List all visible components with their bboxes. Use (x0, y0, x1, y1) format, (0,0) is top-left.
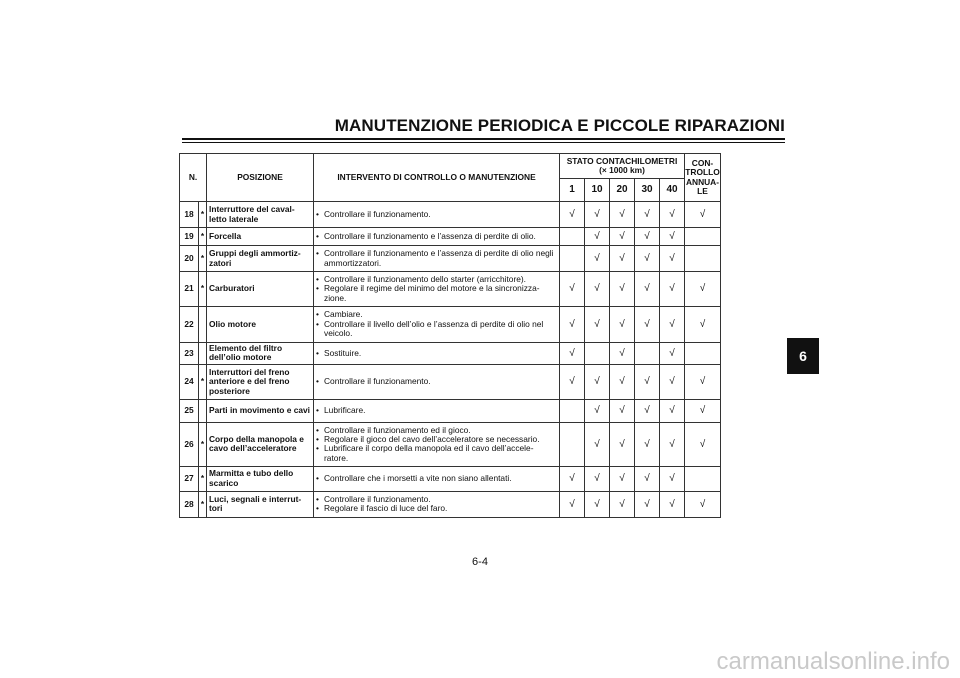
action-item: • Controllare il funzionamento e l’assenza di perdite di olio. (316, 232, 557, 241)
page-title: MANUTENZIONE PERIODICA E PICCOLE RIPARAZIONI (334, 116, 785, 135)
check-km-20 (610, 422, 635, 466)
check-mark-icon: √ (619, 438, 625, 450)
check-annual (685, 202, 721, 228)
check-mark-icon: √ (594, 283, 600, 295)
row-number: 26 (180, 422, 199, 466)
check-km-40 (660, 228, 685, 246)
watermark: carmanualsonline.info (716, 648, 950, 675)
check-mark-icon: √ (569, 208, 575, 220)
table-row (180, 399, 721, 422)
header-km-40: 40 (660, 179, 685, 202)
row-number: 22 (180, 307, 199, 343)
row-position: Interruttori del freno anteriore e del freno posteriore (207, 364, 314, 399)
check-mark-icon: √ (619, 473, 625, 485)
check-km-1 (560, 399, 585, 422)
check-mark-icon: √ (699, 283, 706, 295)
check-annual (685, 272, 721, 307)
action-item: • Lubrificare. (316, 406, 557, 415)
check-mark-icon: √ (594, 376, 600, 388)
check-km-20 (610, 246, 635, 272)
row-star: * (199, 422, 207, 466)
check-mark-icon: √ (699, 376, 706, 388)
check-km-10 (585, 343, 610, 365)
check-mark-icon: √ (644, 498, 650, 510)
header-rule (182, 138, 785, 140)
check-mark-icon: √ (594, 208, 600, 220)
check-km-40 (660, 343, 685, 365)
check-km-1 (560, 272, 585, 307)
row-actions (314, 491, 560, 517)
check-mark-icon: √ (644, 405, 650, 417)
row-star: * (199, 228, 207, 246)
header-km-20: 20 (610, 179, 635, 202)
check-mark-icon: √ (644, 438, 650, 450)
check-km-20 (610, 307, 635, 343)
action-item: • Controllare il funzionamento. (316, 210, 557, 219)
table-row (180, 491, 721, 517)
check-km-1 (560, 343, 585, 365)
row-star: * (199, 202, 207, 228)
check-km-1 (560, 246, 585, 272)
row-actions (314, 364, 560, 399)
check-mark-icon: √ (669, 376, 675, 388)
row-position: Parti in movimento e cavi (207, 399, 314, 422)
check-km-30 (635, 364, 660, 399)
row-number: 28 (180, 491, 199, 517)
row-position: Gruppi degli ammortiz-zatori (207, 246, 314, 272)
check-km-40 (660, 466, 685, 491)
check-km-20 (610, 228, 635, 246)
check-km-10 (585, 307, 610, 343)
row-star: * (199, 491, 207, 517)
check-km-40 (660, 246, 685, 272)
check-annual (685, 466, 721, 491)
check-mark-icon: √ (569, 283, 575, 295)
check-mark-icon: √ (669, 283, 675, 295)
check-annual (685, 228, 721, 246)
check-km-1 (560, 491, 585, 517)
action-list (316, 349, 557, 358)
check-km-20 (610, 491, 635, 517)
row-star (199, 343, 207, 365)
check-km-40 (660, 272, 685, 307)
action-list (316, 474, 557, 483)
table-row (180, 364, 721, 399)
check-km-20 (610, 202, 635, 228)
action-list (316, 210, 557, 219)
chapter-tab[interactable]: 6 (787, 338, 819, 374)
row-number: 24 (180, 364, 199, 399)
action-list (316, 426, 557, 464)
check-annual (685, 364, 721, 399)
table-row (180, 466, 721, 491)
check-mark-icon: √ (644, 318, 650, 330)
check-km-20 (610, 399, 635, 422)
check-mark-icon: √ (594, 498, 600, 510)
check-km-20 (610, 343, 635, 365)
table-row (180, 272, 721, 307)
header-position: POSIZIONE (207, 154, 314, 202)
action-item: • Controllare il funzionamento e l’assenza di perdite di olio negli ammortizzatori. (316, 249, 557, 268)
row-actions (314, 343, 560, 365)
check-mark-icon: √ (594, 473, 600, 485)
maintenance-table (179, 153, 721, 518)
action-item: • Controllare che i morsetti a vite non siano allentati. (316, 474, 557, 483)
check-mark-icon: √ (669, 318, 675, 330)
check-mark-icon: √ (569, 498, 575, 510)
table-row (180, 202, 721, 228)
check-km-20 (610, 364, 635, 399)
row-star: * (199, 364, 207, 399)
row-number: 21 (180, 272, 199, 307)
header-km-10: 10 (585, 179, 610, 202)
check-annual (685, 491, 721, 517)
check-km-30 (635, 246, 660, 272)
header-odometer: STATO CONTACHILOMETRI (× 1000 km) (560, 154, 685, 179)
action-item: • Regolare il fascio di luce del faro. (316, 504, 557, 513)
check-mark-icon: √ (644, 208, 650, 220)
check-km-30 (635, 491, 660, 517)
check-mark-icon: √ (669, 347, 675, 359)
action-item: • Regolare il gioco del cavo dell’acceleratore se necessario. (316, 435, 557, 444)
row-number: 18 (180, 202, 199, 228)
header-annual: CON-TROLLO ANNUA-LE (685, 154, 721, 202)
check-annual (685, 399, 721, 422)
check-annual (685, 422, 721, 466)
check-km-10 (585, 364, 610, 399)
check-km-10 (585, 491, 610, 517)
row-number: 20 (180, 246, 199, 272)
check-km-1 (560, 364, 585, 399)
check-mark-icon: √ (669, 208, 675, 220)
check-km-10 (585, 399, 610, 422)
table-row (180, 307, 721, 343)
row-position: Corpo della manopola e cavo dell’acceleratore (207, 422, 314, 466)
action-list (316, 310, 557, 338)
action-list (316, 495, 557, 514)
action-item: • Regolare il regime del minimo del motore e la sincronizza-zione. (316, 284, 557, 303)
check-mark-icon: √ (594, 252, 600, 264)
row-number: 23 (180, 343, 199, 365)
row-number: 27 (180, 466, 199, 491)
row-star (199, 399, 207, 422)
check-mark-icon: √ (569, 347, 575, 359)
row-actions (314, 228, 560, 246)
check-km-40 (660, 364, 685, 399)
check-km-1 (560, 202, 585, 228)
check-km-1 (560, 228, 585, 246)
row-number: 19 (180, 228, 199, 246)
row-position: Forcella (207, 228, 314, 246)
row-star: * (199, 246, 207, 272)
action-list (316, 232, 557, 241)
row-actions (314, 272, 560, 307)
check-annual (685, 246, 721, 272)
check-mark-icon: √ (669, 498, 675, 510)
check-km-20 (610, 272, 635, 307)
action-item: • Controllare il funzionamento ed il gioco. (316, 426, 557, 435)
row-actions (314, 399, 560, 422)
check-km-10 (585, 272, 610, 307)
check-mark-icon: √ (619, 405, 625, 417)
action-item: • Sostituire. (316, 349, 557, 358)
row-position: Olio motore (207, 307, 314, 343)
action-list (316, 249, 557, 268)
table-row (180, 422, 721, 466)
table-row (180, 246, 721, 272)
check-mark-icon: √ (619, 498, 625, 510)
check-mark-icon: √ (569, 318, 575, 330)
action-list (316, 406, 557, 415)
check-mark-icon: √ (669, 438, 675, 450)
check-km-30 (635, 466, 660, 491)
check-mark-icon: √ (569, 473, 575, 485)
check-km-20 (610, 466, 635, 491)
check-km-30 (635, 202, 660, 228)
check-km-10 (585, 422, 610, 466)
check-km-10 (585, 202, 610, 228)
check-km-30 (635, 307, 660, 343)
row-number: 25 (180, 399, 199, 422)
action-list (316, 275, 557, 303)
check-mark-icon: √ (619, 230, 625, 242)
row-position: Marmitta e tubo dello scarico (207, 466, 314, 491)
row-position: Elemento del filtro dell’olio motore (207, 343, 314, 365)
check-mark-icon: √ (594, 438, 600, 450)
row-actions (314, 202, 560, 228)
action-item: • Controllare il livello dell’olio e l’assenza di perdite di olio nel veicolo. (316, 320, 557, 339)
table-row (180, 228, 721, 246)
check-km-40 (660, 307, 685, 343)
row-actions (314, 307, 560, 343)
check-km-30 (635, 343, 660, 365)
check-km-40 (660, 399, 685, 422)
check-km-40 (660, 491, 685, 517)
check-mark-icon: √ (644, 252, 650, 264)
check-mark-icon: √ (619, 252, 625, 264)
check-km-30 (635, 272, 660, 307)
check-mark-icon: √ (699, 438, 706, 450)
check-mark-icon: √ (594, 230, 600, 242)
row-position: Luci, segnali e interrut-tori (207, 491, 314, 517)
check-km-1 (560, 307, 585, 343)
check-mark-icon: √ (619, 376, 625, 388)
check-mark-icon: √ (669, 252, 675, 264)
check-mark-icon: √ (699, 405, 706, 417)
check-mark-icon: √ (669, 230, 675, 242)
check-mark-icon: √ (644, 376, 650, 388)
action-item: • Controllare il funzionamento dello starter (arricchitore). (316, 275, 557, 284)
header-n: N. (180, 154, 207, 202)
row-actions (314, 422, 560, 466)
action-item: • Lubrificare il corpo della manopola ed il cavo dell’accele-ratore. (316, 444, 557, 463)
check-mark-icon: √ (669, 473, 675, 485)
row-actions (314, 466, 560, 491)
check-km-10 (585, 246, 610, 272)
check-mark-icon: √ (594, 318, 600, 330)
action-list (316, 377, 557, 386)
check-mark-icon: √ (699, 318, 706, 330)
check-mark-icon: √ (569, 376, 575, 388)
check-km-40 (660, 422, 685, 466)
check-annual (685, 343, 721, 365)
check-annual (685, 307, 721, 343)
check-mark-icon: √ (699, 208, 706, 220)
check-km-30 (635, 228, 660, 246)
header-action: INTERVENTO DI CONTROLLO O MANUTENZIONE (314, 154, 560, 202)
table-row (180, 343, 721, 365)
check-mark-icon: √ (619, 208, 625, 220)
check-km-40 (660, 202, 685, 228)
check-mark-icon: √ (619, 318, 625, 330)
page-number: 6-4 (472, 556, 488, 568)
check-mark-icon: √ (669, 405, 675, 417)
check-km-1 (560, 466, 585, 491)
header-rule-thin (182, 142, 785, 143)
row-position: Interruttore del caval-letto laterale (207, 202, 314, 228)
action-item: • Controllare il funzionamento. (316, 495, 557, 504)
action-item: • Controllare il funzionamento. (316, 377, 557, 386)
check-mark-icon: √ (644, 473, 650, 485)
row-star: * (199, 272, 207, 307)
table-header-row (180, 154, 721, 179)
header-km-1: 1 (560, 179, 585, 202)
row-actions (314, 246, 560, 272)
check-mark-icon: √ (699, 498, 706, 510)
row-star: * (199, 466, 207, 491)
check-mark-icon: √ (619, 347, 625, 359)
check-km-1 (560, 422, 585, 466)
check-km-30 (635, 399, 660, 422)
header-km-30: 30 (635, 179, 660, 202)
check-mark-icon: √ (619, 283, 625, 295)
action-item: • Cambiare. (316, 310, 557, 319)
row-star (199, 307, 207, 343)
check-mark-icon: √ (644, 283, 650, 295)
check-mark-icon: √ (644, 230, 650, 242)
row-position: Carburatori (207, 272, 314, 307)
check-km-10 (585, 228, 610, 246)
check-mark-icon: √ (594, 405, 600, 417)
check-km-30 (635, 422, 660, 466)
check-km-10 (585, 466, 610, 491)
